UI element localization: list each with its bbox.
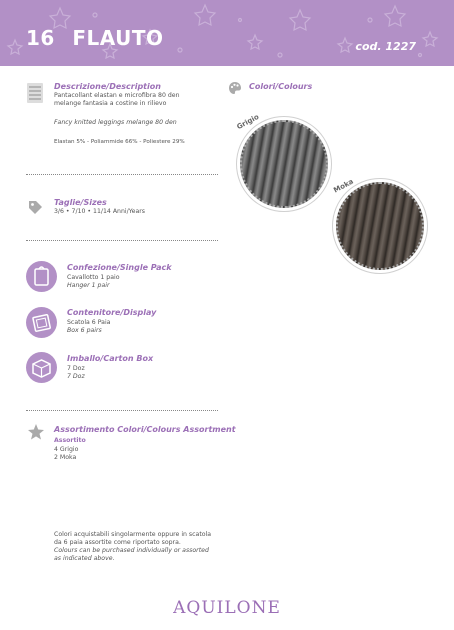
carton-title: Imballo/Carton Box (67, 354, 154, 363)
swatch-label-grigio: Grigio (235, 112, 261, 132)
assortment-title: Assortimento Colori/Colours Assortment (54, 425, 236, 434)
header-banner (0, 0, 454, 66)
carton-line2: 7 Doz (67, 373, 85, 380)
display-line1: Scatola 6 Paia (67, 319, 111, 326)
divider (26, 240, 218, 241)
description-line1: Pantacollant elastan e microfibra 80 den (54, 92, 180, 99)
carton-icon (26, 352, 57, 383)
divider (26, 410, 218, 411)
product-code: cod. 1227 (355, 40, 416, 53)
list-icon (27, 83, 43, 103)
hanger-icon (26, 261, 57, 292)
star-icon (27, 423, 45, 441)
pack-line1: Cavallotto 1 paio (67, 274, 120, 281)
carton-line1: 7 Doz (67, 365, 85, 372)
display-title: Contenitore/Display (67, 308, 157, 317)
description-title: Descrizione/Description (54, 82, 161, 91)
page-title (26, 26, 163, 50)
sizes-title: Taglie/Sizes (54, 198, 107, 207)
pack-line2: Hanger 1 pair (67, 282, 110, 289)
assortment-subtitle: Assortito (54, 437, 86, 444)
assortment-line1: 4 Grigio (54, 446, 79, 453)
footnote-line2: da 6 paia assortite come riportato sopra. (54, 539, 181, 546)
footnote-line4: as indicated above. (54, 555, 115, 562)
divider (26, 174, 218, 175)
swatch-moka (336, 182, 424, 270)
palette-icon (228, 81, 242, 95)
product-name: FLAUTO (72, 26, 164, 50)
assortment-line2: 2 Moka (54, 454, 77, 461)
sizes-value: 3/6 • 7/10 • 11/14 Anni/Years (54, 208, 146, 215)
box-icon (26, 307, 57, 338)
description-en: Fancy knitted leggings melange 80 den (54, 119, 177, 126)
footnote-line3: Colours can be purchased individually or assorted (54, 547, 209, 554)
swatch-grigio (240, 120, 328, 208)
display-line2: Box 6 pairs (67, 327, 102, 334)
brand-logo: AQUILONE (173, 598, 281, 618)
description-line2: melange fantasia a costine in rilievo (54, 100, 167, 107)
pack-title: Confezione/Single Pack (67, 263, 172, 272)
swatch-label-moka: Moka (332, 177, 355, 195)
footnote-line1: Colori acquistabili singolarmente oppure in scatola (54, 531, 212, 538)
colours-title: Colori/Colours (249, 82, 313, 91)
tag-icon (27, 199, 43, 217)
composition: Elastan 5% - Poliammide 66% - Poliestere 29% (54, 139, 185, 145)
product-number: 16 (26, 26, 55, 50)
